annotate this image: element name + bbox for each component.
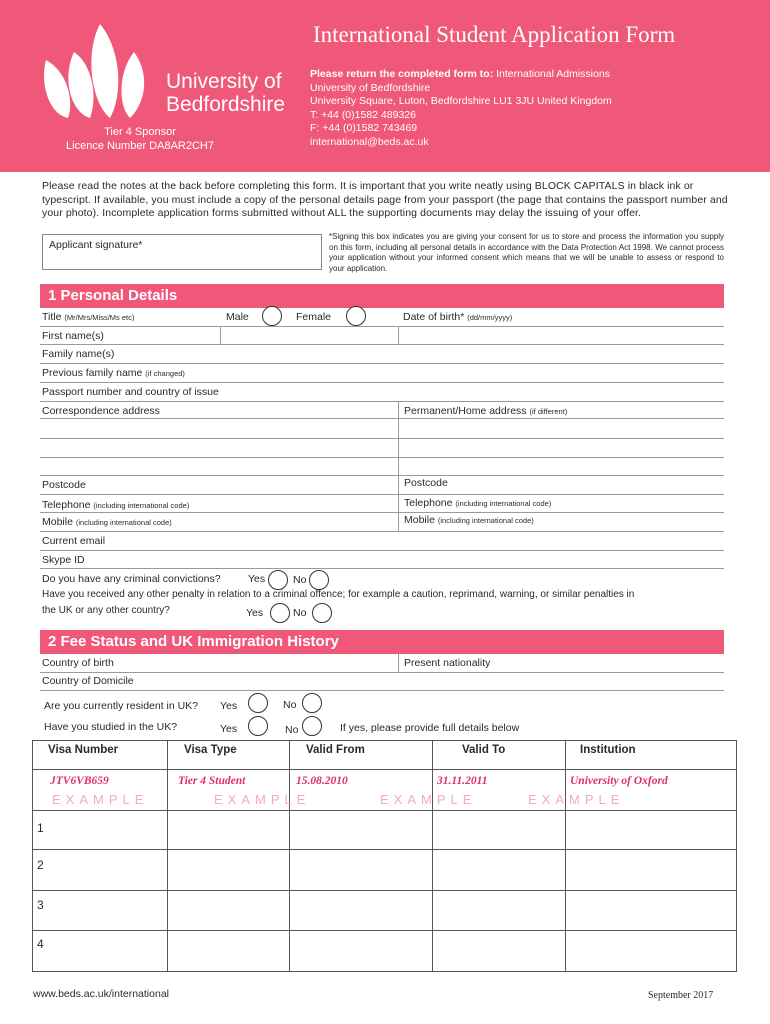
divider (40, 326, 724, 327)
divider (40, 475, 724, 476)
resident-yes-radio[interactable] (248, 693, 268, 713)
example-watermark: EXAMPLE (214, 792, 311, 807)
col-valid-from: Valid From (306, 744, 365, 756)
male-radio[interactable] (262, 306, 282, 326)
divider (398, 326, 399, 344)
consent-text: *Signing this box indicates you are giving your consent for us to store and process the information you supply on this form, including all personal details in accordance with the Data Protection Act 1998. We cannot process your application without your informed consent which means that we will be unable to assess or respond to your application. (329, 232, 724, 273)
row-number: 4 (37, 937, 44, 951)
resident-no-label: No (283, 699, 297, 711)
row-number: 3 (37, 898, 44, 912)
divider (40, 382, 724, 383)
return-address: Please return the completed form to: International Admissions University of Bedfordshire University Square, Luton, Bedfordshire LU1 3JU United Kingdom T: +44 (0)1582 489326 F: +44 (0)1582 743469 international@beds.ac.uk (310, 68, 612, 148)
divider (32, 890, 737, 891)
row-number: 2 (37, 858, 44, 872)
example-valid-to: 31.11.2011 (437, 775, 488, 787)
university-name: University of Bedfordshire (166, 70, 286, 116)
example-watermark: EXAMPLE (380, 792, 477, 807)
email-label: Current email (42, 535, 106, 547)
sponsor-licence: Tier 4 Sponsor Licence Number DA8AR2CH7 (66, 126, 214, 152)
example-institution: University of Oxford (570, 775, 668, 787)
resident-yes-label: Yes (220, 700, 238, 712)
telephone-right-label: Telephone (including international code) (404, 497, 552, 509)
dob-label: Date of birth* (dd/mm/yyyy) (403, 311, 513, 323)
divider (40, 363, 724, 364)
divider (40, 418, 724, 419)
example-watermark: EXAMPLE (528, 792, 625, 807)
example-visa-number: JTV6VB659 (50, 775, 109, 787)
female-label: Female (296, 311, 332, 323)
divider (32, 810, 737, 811)
divider (32, 930, 737, 931)
section-fee-status: 2 Fee Status and UK Immigration History (40, 630, 724, 654)
nationality-label: Present nationality (404, 657, 491, 669)
divider (40, 568, 724, 569)
footer-date: September 2017 (648, 990, 714, 1001)
divider (289, 740, 290, 972)
family-names-label: Family name(s) (42, 348, 115, 360)
previous-family-label: Previous family name (if changed) (42, 367, 185, 379)
divider (40, 344, 724, 345)
divider (32, 849, 737, 850)
mobile-left-label: Mobile (including international code) (42, 516, 172, 528)
permanent-label: Permanent/Home address (if different) (404, 405, 568, 417)
postcode-right-label: Postcode (404, 477, 448, 489)
studied-yes-label: Yes (220, 723, 238, 735)
criminal-no-label: No (293, 574, 307, 586)
title-label: Title (Mr/Mrs/Miss/Ms etc) (42, 311, 135, 323)
criminal-question: Do you have any criminal convictions? (42, 573, 221, 585)
divider (40, 494, 724, 495)
mobile-right-label: Mobile (including international code) (404, 514, 534, 526)
studied-yes-radio[interactable] (248, 716, 268, 736)
resident-no-radio[interactable] (302, 693, 322, 713)
divider (40, 438, 724, 439)
divider (40, 690, 724, 691)
postcode-left-label: Postcode (42, 479, 86, 491)
col-valid-to: Valid To (462, 744, 506, 756)
criminal-yes-label: Yes (248, 573, 266, 585)
male-label: Male (226, 311, 249, 323)
studied-no-radio[interactable] (302, 716, 322, 736)
divider (40, 401, 724, 402)
university-logo-icon (38, 22, 158, 122)
birth-country-label: Country of birth (42, 657, 114, 669)
example-visa-type: Tier 4 Student (178, 775, 246, 787)
divider (432, 740, 433, 972)
divider (565, 740, 566, 972)
domicile-label: Country of Domicile (42, 675, 134, 687)
header-banner (0, 0, 770, 172)
criminal-yes-radio[interactable] (268, 570, 288, 590)
divider (398, 401, 399, 531)
example-watermark: EXAMPLE (52, 792, 149, 807)
divider (40, 512, 724, 513)
penalty-yes-radio[interactable] (270, 603, 290, 623)
signature-field[interactable] (42, 234, 322, 270)
skype-label: Skype ID (42, 554, 85, 566)
penalty-question: Have you received any other penalty in relation to a criminal offence; for example a caution, reprimand, warning, or similar penalties in (42, 589, 635, 600)
section-personal-details: 1 Personal Details (40, 284, 724, 308)
telephone-left-label: Telephone (including international code) (42, 499, 190, 511)
col-institution: Institution (580, 744, 636, 756)
col-visa-number: Visa Number (48, 744, 119, 756)
divider (40, 531, 724, 532)
passport-label: Passport number and country of issue (42, 386, 219, 398)
penalty-no-label: No (293, 607, 307, 619)
penalty-question-cont: the UK or any other country? (42, 605, 170, 616)
details-hint: If yes, please provide full details below (340, 722, 520, 734)
divider (40, 457, 724, 458)
divider (40, 672, 724, 673)
correspondence-label: Correspondence address (42, 405, 160, 417)
divider (167, 740, 168, 972)
signature-label: Applicant signature* (49, 239, 143, 251)
penalty-yes-label: Yes (246, 607, 264, 619)
criminal-no-radio[interactable] (309, 570, 329, 590)
divider (32, 769, 737, 770)
female-radio[interactable] (346, 306, 366, 326)
penalty-no-radio[interactable] (312, 603, 332, 623)
example-valid-from: 15.08.2010 (296, 775, 348, 787)
col-visa-type: Visa Type (184, 744, 237, 756)
footer-url: www.beds.ac.uk/international (33, 988, 169, 1000)
row-number: 1 (37, 821, 44, 835)
resident-question: Are you currently resident in UK? (44, 700, 199, 712)
divider (40, 550, 724, 551)
page-title: International Student Application Form (313, 22, 676, 47)
studied-no-label: No (285, 724, 299, 736)
instructions-text: Please read the notes at the back before completing this form. It is important that you write neatly using BLOCK CAPITALS in black ink or typescript. If available, you must include a copy of the personal details page from your passport (the page that contains the passport number and your photo). Incomplete application forms submitted without ALL the supporting documents may delay the issuing of your offer. (42, 180, 728, 219)
studied-question: Have you studied in the UK? (44, 721, 178, 733)
first-names-label: First name(s) (42, 330, 104, 342)
divider (220, 326, 221, 344)
divider (398, 654, 399, 672)
